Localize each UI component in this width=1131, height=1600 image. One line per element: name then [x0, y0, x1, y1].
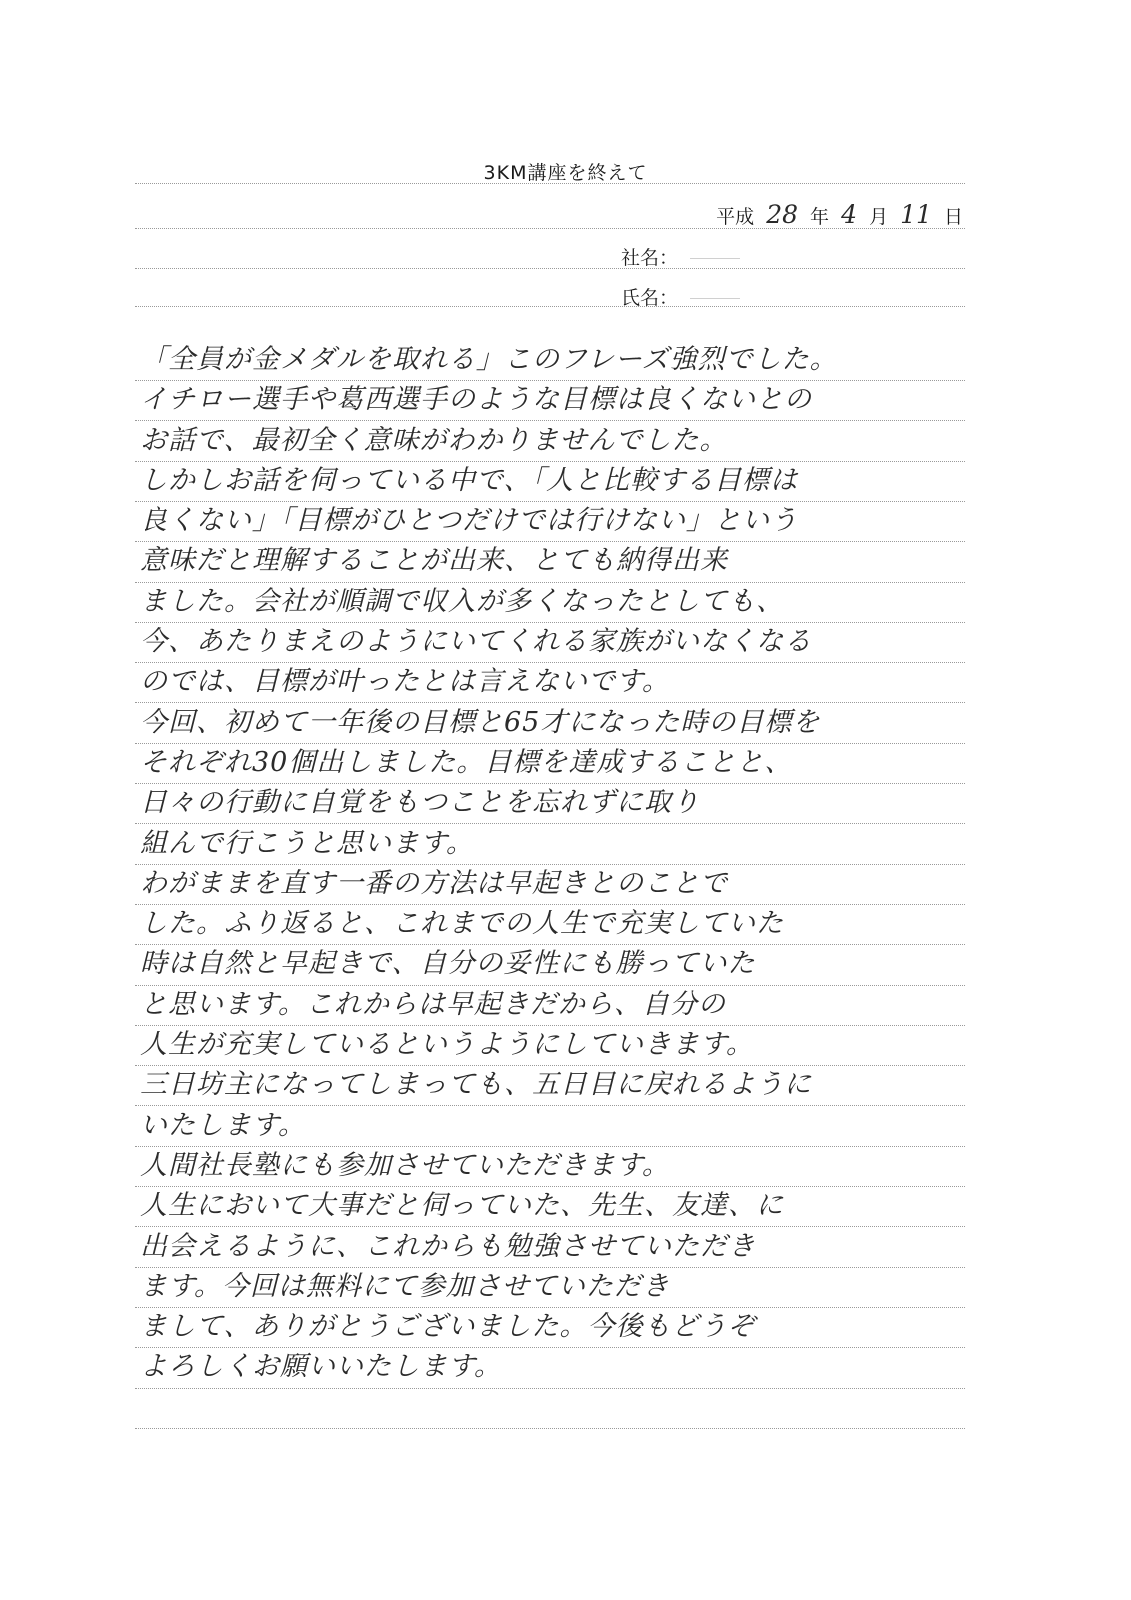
date-day: 11	[900, 200, 932, 229]
essay-line: した。ふり返ると、これまでの人生で充実していた	[140, 908, 784, 940]
essay-line: お話で、最初全く意味がわかりませんでした。	[140, 424, 728, 456]
essay-line: 意味だと理解することが出来、とても納得出来	[140, 545, 728, 577]
company-label: 社名：	[621, 247, 679, 269]
company-underline	[690, 258, 740, 259]
date-month: 4	[841, 200, 858, 229]
essay-line: 三日坊主になってしまっても、五日目に戻れるように	[140, 1069, 812, 1101]
essay-line: ました。会社が順調で収入が多くなったとしても、	[140, 585, 784, 617]
essay-line: イチロー選手や葛西選手のような目標は良くないとの	[140, 384, 812, 416]
essay-line: 時は自然と早起きで、自分の妥性にも勝っていた	[140, 948, 756, 980]
essay-line: 今回、初めて一年後の目標と65才になった時の目標を	[140, 706, 821, 738]
date-era: 平成	[716, 206, 755, 228]
rule-line	[135, 268, 965, 269]
rule-line	[135, 306, 965, 307]
essay-line: 今、あたりまえのようにいてくれる家族がいなくなる	[140, 626, 812, 658]
essay-line: 人生が充実しているというようにしていきます。	[140, 1029, 754, 1061]
essay-line: しかしお話を伺っている中で、「人と比較する目標は	[140, 464, 798, 496]
name-underline	[690, 298, 740, 299]
essay-line: 組んで行こうと思います。	[140, 827, 474, 859]
date-row	[716, 200, 963, 229]
date-month-unit: 月	[869, 206, 889, 228]
essay-line: よろしくお願いいたします。	[140, 1351, 502, 1383]
company-field	[621, 243, 740, 270]
essay-line: ます。今回は無料にて参加させていただき	[140, 1270, 670, 1302]
essay-body	[140, 340, 970, 1388]
date-day-unit: 日	[943, 206, 963, 228]
essay-line: 日々の行動に自覚をもつことを忘れずに取り	[140, 787, 700, 819]
essay-line: いたします。	[140, 1109, 306, 1141]
essay-line: 良くない」「目標がひとつだけでは行けない」という	[140, 505, 798, 537]
essay-line: のでは、目標が叶ったとは言えないです。	[140, 666, 670, 698]
essay-line: 「全員が金メダルを取れる」このフレーズ強烈でした。	[140, 344, 838, 375]
rule-line	[135, 1428, 965, 1429]
essay-line: 人間社長塾にも参加させていただきます。	[140, 1149, 670, 1181]
name-field	[621, 283, 740, 310]
essay-line: と思います。これからは早起きだから、自分の	[140, 988, 726, 1020]
date-year-unit: 年	[810, 206, 830, 228]
rule-line	[135, 183, 965, 184]
name-label: 氏名：	[621, 287, 679, 309]
essay-line: まして、ありがとうございました。今後もどうぞ	[140, 1311, 756, 1343]
essay-line: 出会えるように、これからも勉強させていただき	[140, 1230, 756, 1262]
date-year: 28	[766, 200, 798, 229]
essay-line: 人生において大事だと伺っていた、先生、友達、に	[140, 1190, 784, 1222]
document-title: 3KM講座を終えて	[483, 162, 648, 184]
essay-line: それぞれ30個出しました。目標を達成することと、	[140, 746, 793, 778]
essay-line: わがままを直す一番の方法は早起きとのことで	[140, 867, 728, 899]
